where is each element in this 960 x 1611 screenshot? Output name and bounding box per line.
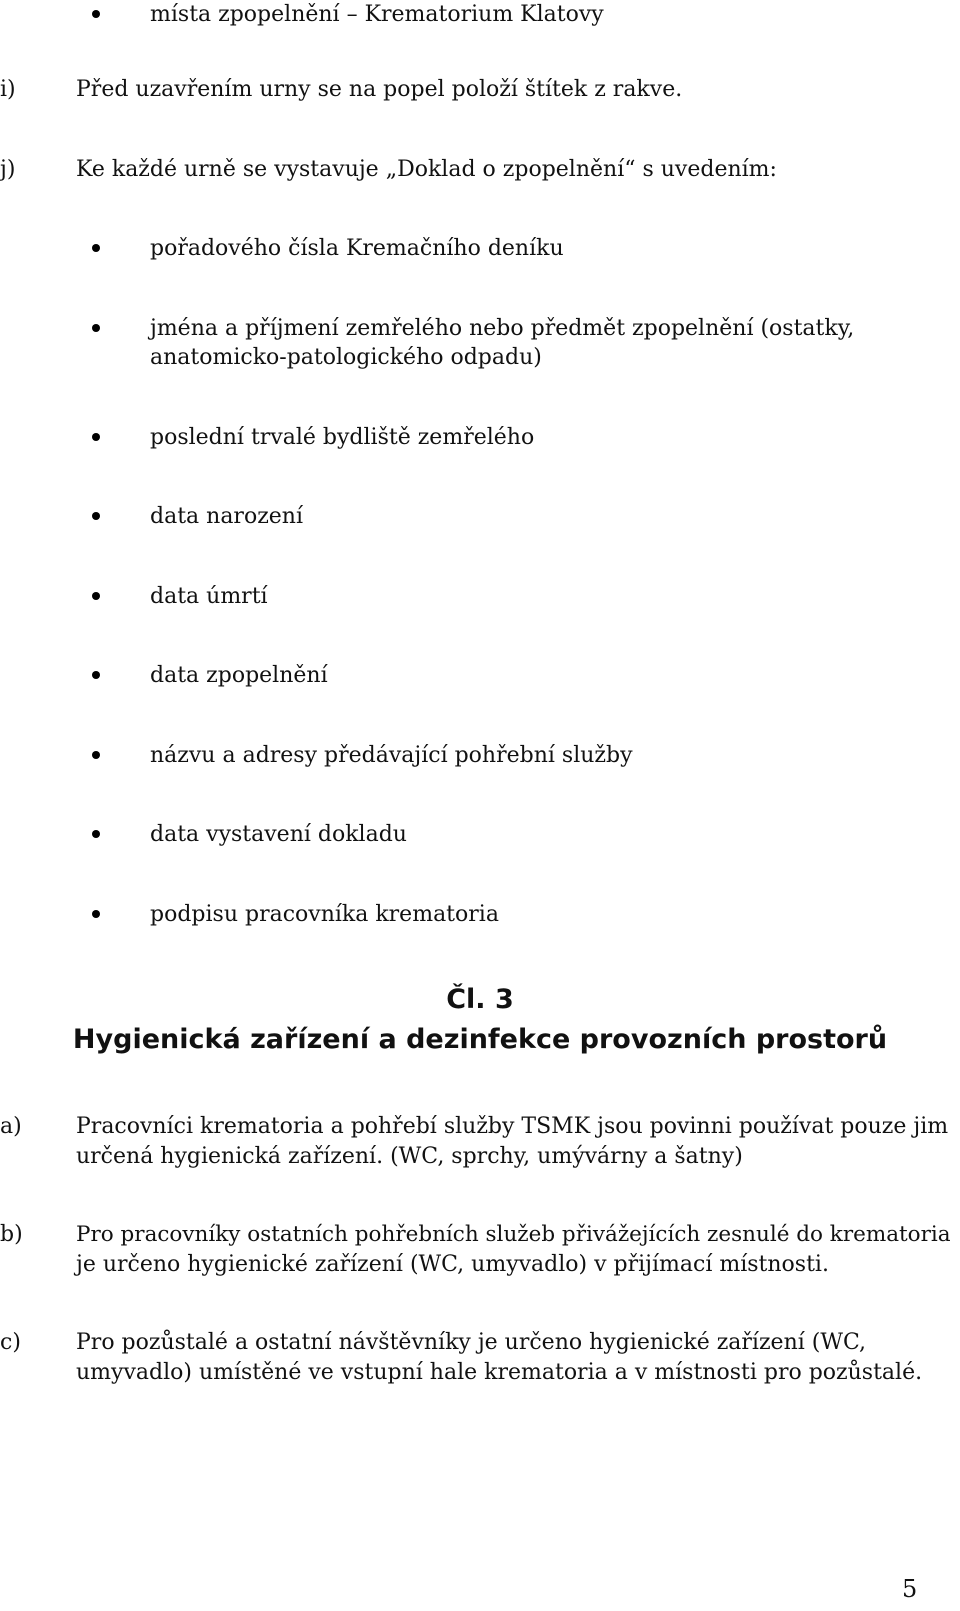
paragraph-label: a) [0, 1114, 22, 1139]
paragraph-text: je určeno hygienické zařízení (WC, umyvadlo) v přijímací místnosti. [76, 1252, 829, 1277]
paragraph-text: Pro pozůstalé a ostatní návštěvníky je určeno hygienické zařízení (WC, [76, 1330, 867, 1355]
list-item: místa zpopelnění – Krematorium Klatovy [150, 2, 604, 27]
bullet-dot [92, 244, 100, 252]
list-item: podpisu pracovníka krematoria [150, 902, 499, 927]
item-label: j) [0, 157, 16, 182]
item-text: Před uzavřením urny se na popel položí štítek z rakve. [76, 77, 683, 102]
bullet-dot [92, 10, 100, 18]
list-item: data narození [150, 504, 304, 529]
list-item: pořadového čísla Kremačního deníku [150, 236, 564, 261]
bullet-dot [92, 433, 100, 441]
bullet-dot [92, 324, 100, 332]
paragraph-text: umyvadlo) umístěné ve vstupní hale krematoria a v místnosti pro pozůstalé. [76, 1360, 923, 1385]
item-text: Ke každé urně se vystavuje „Doklad o zpopelnění“ s uvedením: [76, 157, 777, 182]
bullet-dot [92, 512, 100, 520]
paragraph-text: určená hygienická zařízení. (WC, sprchy, umývárny a šatny) [76, 1144, 743, 1169]
paragraph-text: Pro pracovníky ostatních pohřebních služeb přivážejících zesnulé do krematoria [76, 1222, 951, 1247]
list-item: poslední trvalé bydliště zemřelého [150, 425, 535, 450]
bullet-dot [92, 910, 100, 918]
paragraph-label: c) [0, 1330, 21, 1355]
article-number: Čl. 3 [446, 984, 514, 1015]
list-item-continuation: anatomicko-patologického odpadu) [150, 345, 542, 370]
paragraph-text: Pracovníci krematoria a pohřebí služby TSMK jsou povinni používat pouze jim [76, 1114, 949, 1139]
list-item: názvu a adresy předávající pohřební služby [150, 743, 633, 768]
list-item: data zpopelnění [150, 663, 328, 688]
item-label: i) [0, 77, 16, 102]
list-item: data úmrtí [150, 584, 268, 609]
bullet-dot [92, 671, 100, 679]
list-item: data vystavení dokladu [150, 822, 407, 847]
list-item: jména a příjmení zemřelého nebo předmět zpopelnění (ostatky, [150, 316, 855, 341]
bullet-dot [92, 592, 100, 600]
article-title: Hygienická zařízení a dezinfekce provozních prostorů [72, 1024, 888, 1055]
paragraph-label: b) [0, 1222, 23, 1247]
bullet-dot [92, 830, 100, 838]
page-number: 5 [902, 1575, 918, 1603]
bullet-dot [92, 751, 100, 759]
